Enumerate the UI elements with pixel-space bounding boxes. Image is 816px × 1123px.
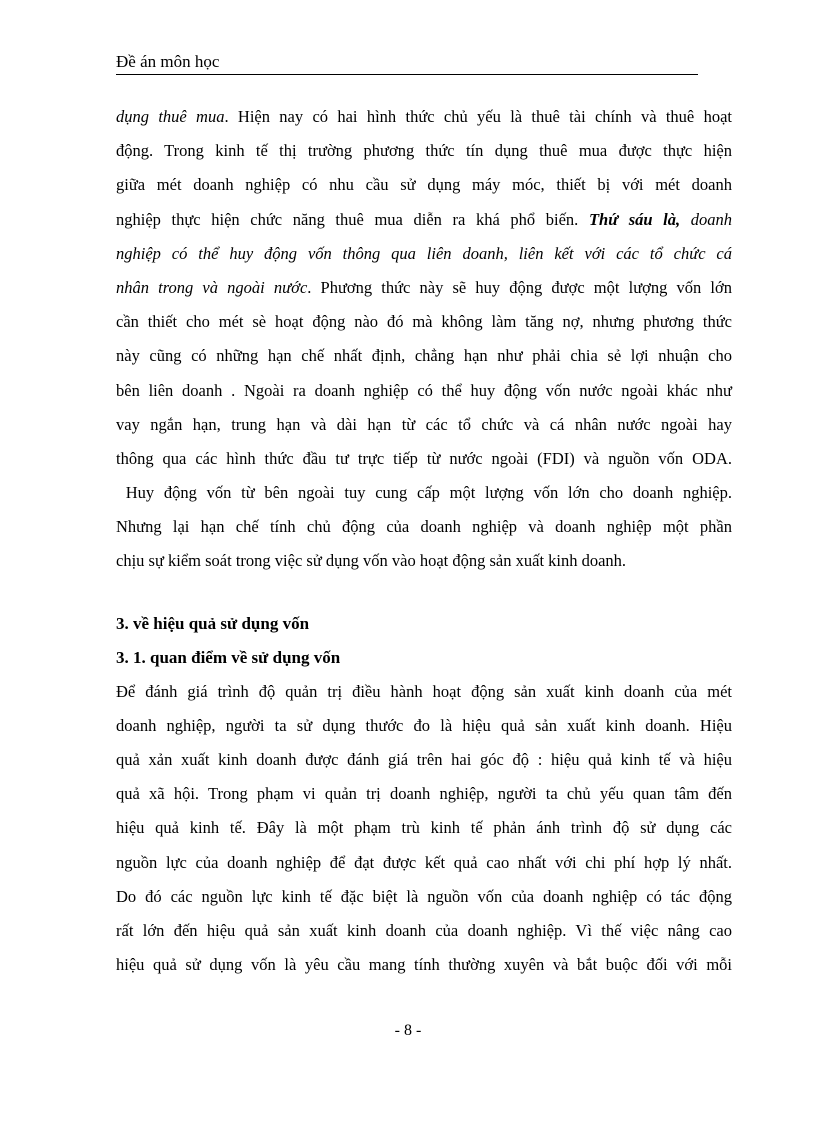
text-line: cần thiết cho mét sè hoạt động nào đó mà không làm tăng nợ, nhưng phương thức — [116, 312, 732, 332]
text-span: nghiệp thực hiện chức năng thuê mua diễn ra khá phổ biến. — [116, 209, 589, 229]
text-line: động. Trong kinh tế thị trường phương thức tín dụng thuê mua được thực hiện — [116, 141, 732, 161]
text-line: Huy động vốn từ bên ngoài tuy cung cấp một lượng vốn lớn cho doanh nghiệp. — [116, 483, 732, 503]
text-line: bên liên doanh . Ngoài ra doanh nghiệp có thể huy động vốn nước ngoài khác như — [116, 380, 732, 400]
text-line: Do đó các nguồn lực kinh tế đặc biệt là nguồn vốn của doanh nghiệp có tác động — [116, 886, 732, 906]
text-line: doanh nghiệp, người ta sử dụng thước đo là hiệu quả sản xuất kinh doanh. Hiệu — [116, 715, 732, 735]
text-span: . Phương thức này sẽ huy động được một lượng vốn lớn — [307, 277, 732, 297]
text-line: Nhưng lại hạn chế tính chủ động của doanh nghiệp và doanh nghiệp một phần — [116, 517, 732, 537]
emphasis-text: dụng thuê mua — [116, 107, 225, 126]
header-title: Đề án môn học — [116, 52, 220, 71]
text-line: nghiệp có thể huy động vốn thông qua liên doanh, liên kết với các tổ chức cá — [116, 243, 732, 263]
text-line — [116, 271, 732, 305]
paragraph-financing — [116, 100, 732, 579]
text-line: chịu sự kiểm soát trong việc sử dụng vốn vào hoạt động sản xuất kinh doanh. — [116, 551, 627, 571]
emphasis-text: nhân trong và ngoài nước — [116, 277, 308, 297]
text-line: quả xản xuất kinh doanh được đánh giá trên hai góc độ : hiệu quả kinh tế và hiệu — [116, 750, 732, 769]
text-line: hiệu quả sử dụng vốn là yêu cầu mang tính thường xuyên và bắt buộc đối với mỗi — [116, 955, 732, 975]
text-line: Để đánh giá trình độ quản trị điều hành hoạt động sản xuất kinh doanh của mét — [116, 681, 732, 701]
text-line — [116, 100, 732, 134]
text-line: vay ngắn hạn, trung hạn và dài hạn từ các tổ chức và cá nhân nước ngoài hay — [116, 414, 732, 434]
page-footer — [0, 1022, 816, 1040]
text-line: rất lớn đến hiệu quả sản xuất kinh doanh của doanh nghiệp. Vì thế việc nâng cao — [116, 920, 732, 940]
text-line: này cũng có những hạn chế nhất định, chẳng hạn như phải chia sẻ lợi nhuận cho — [116, 346, 732, 366]
subsection-heading: 3. 1. quan điểm về sử dụng vốn — [116, 647, 341, 667]
text-line: nguồn lực của doanh nghiệp để đạt được kết quả cao nhất với chi phí hợp lý nhất. — [116, 852, 732, 872]
text-line: hiệu quả kinh tế. Đây là một phạm trù kinh tế phản ánh trình độ sử dụng các — [116, 818, 732, 838]
text-span: . Hiện nay có hai hình thức chủ yếu là thuê tài chính và thuê hoạt — [224, 107, 732, 126]
emphasis-text: doanh — [680, 209, 733, 229]
page-number: - 8 - — [394, 1022, 422, 1039]
text-line — [116, 203, 732, 237]
text-line: thông qua các hình thức đầu tư trực tiếp từ nước ngoài (FDI) và nguồn vốn ODA. — [116, 448, 732, 468]
bold-italic-text: Thứ sáu là, — [588, 209, 681, 229]
text-line: quả xã hội. Trong phạm vi quản trị doanh nghiệp, người ta chủ yếu quan tâm đến — [116, 784, 732, 804]
page-header — [116, 52, 698, 75]
text-line: giữa mét doanh nghiệp có nhu cầu sử dụng máy móc, thiết bị với mét doanh — [116, 175, 732, 195]
spacer — [116, 579, 732, 607]
section-heading: 3. về hiệu quả sử dụng vốn — [116, 613, 310, 633]
document-body — [116, 100, 732, 982]
paragraph-efficiency — [116, 675, 732, 983]
